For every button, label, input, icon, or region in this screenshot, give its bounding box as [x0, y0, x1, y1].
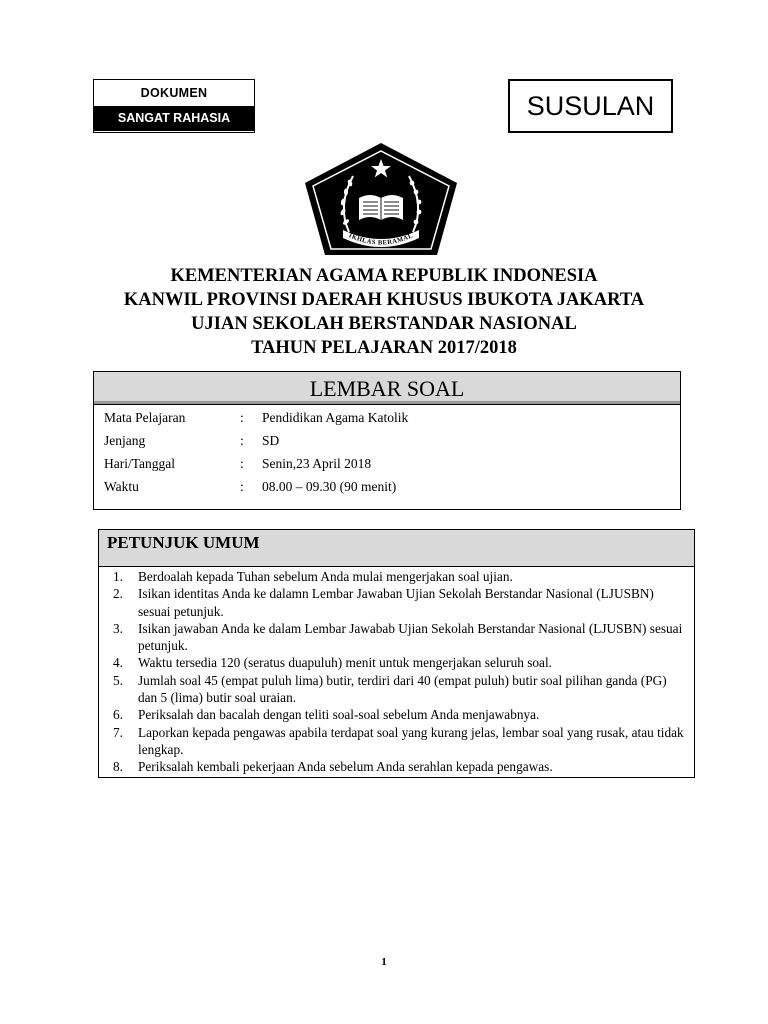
list-item — [105, 672, 685, 707]
info-value: Senin,23 April 2018 — [262, 456, 372, 471]
info-value: Pendidikan Agama Katolik — [262, 410, 409, 425]
item-text: Periksalah kembali pekerjaan Anda sebelum Anda serahlan kepada pengawas. — [138, 759, 553, 775]
info-value: 08.00 – 09.30 (90 menit) — [262, 479, 397, 494]
info-label: Waktu — [104, 479, 139, 494]
list-item — [105, 654, 685, 671]
list-item — [105, 758, 685, 775]
petunjuk-umum-box — [98, 529, 695, 778]
info-label: Jenjang — [104, 433, 146, 448]
badge-bottom-label: SANGAT RAHASIA — [94, 106, 254, 131]
info-label: Mata Pelajaran — [104, 410, 186, 425]
list-item — [105, 568, 685, 585]
item-text: Isikan identitas Anda ke dalamn Lembar Jawaban Ujian Sekolah Berstandar Nasional (LJUSBN) sesuai petunjuk. — [138, 586, 654, 619]
logo-motto: IKHLAS BERAMAL — [347, 232, 415, 247]
lembar-soal-box — [93, 371, 681, 510]
item-number: 7. — [113, 724, 123, 740]
page-number: 1 — [381, 956, 387, 968]
heading-exam: UJIAN SEKOLAH BERSTANDAR NASIONAL — [191, 314, 577, 334]
list-item — [105, 620, 685, 655]
item-number: 3. — [113, 620, 123, 636]
kementerian-agama-emblem-icon — [301, 140, 461, 258]
info-separator: : — [240, 479, 244, 494]
item-number: 5. — [113, 672, 123, 688]
list-item — [105, 706, 685, 723]
classification-badge — [93, 79, 255, 133]
item-number: 1. — [113, 569, 123, 584]
badge-top-label: DOKUMEN — [140, 86, 208, 100]
item-text: Berdoalah kepada Tuhan sebelum Anda mulai mengerjakan soal ujian. — [138, 569, 513, 584]
item-text: Laporkan kepada pengawas apabila terdapat soal yang kurang jelas, lembar soal yang rusak, atau tidak lengkap. — [138, 724, 684, 757]
lembar-soal-title: LEMBAR SOAL — [94, 372, 680, 405]
item-number: 4. — [113, 655, 123, 671]
info-label: Hari/Tanggal — [104, 456, 176, 471]
list-item — [105, 585, 685, 620]
item-number: 2. — [113, 586, 123, 602]
info-separator: : — [240, 433, 244, 448]
item-text: Waktu tersedia 120 (seratus duapuluh) menit untuk mengerjakan seluruh soal. — [138, 655, 552, 671]
info-separator: : — [240, 410, 244, 425]
item-text: Isikan jawaban Anda ke dalam Lembar Jawabab Ujian Sekolah Berstandar Nasional (LJUSBN) sesuai petunjuk. — [138, 620, 683, 654]
petunjuk-umum-title: PETUNJUK UMUM — [99, 530, 694, 567]
heading-kanwil: KANWIL PROVINSI DAERAH KHUSUS IBUKOTA JAKARTA — [123, 290, 645, 310]
item-number: 8. — [113, 759, 123, 775]
info-separator: : — [240, 456, 244, 471]
heading-ministry: KEMENTERIAN AGAMA REPUBLIK INDONESIA — [170, 266, 598, 286]
list-item — [105, 724, 685, 759]
item-text: Jumlah soal 45 (empat puluh lima) butir, terdiri dari 40 (empat puluh) butir soal pilihan ganda (PG) dan 5 (lima) butir soal uraian. — [138, 672, 667, 706]
item-text: Periksalah dan bacalah dengan teliti soal-soal sebelum Anda menjawabnya. — [138, 707, 540, 723]
instruction-list — [105, 568, 685, 776]
item-number: 6. — [113, 707, 123, 723]
info-value: SD — [262, 433, 280, 448]
status-label: SUSULAN — [508, 79, 673, 133]
heading-school-year: TAHUN PELAJARAN 2017/2018 — [251, 338, 517, 358]
